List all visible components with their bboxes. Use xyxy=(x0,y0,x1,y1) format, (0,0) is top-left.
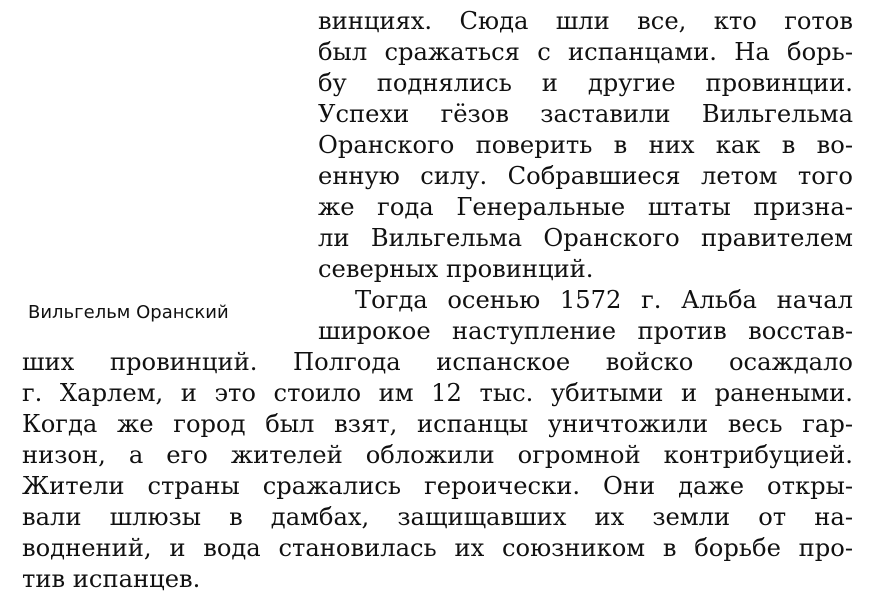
text-line-1: винциях. Сюда шли все, кто готов xyxy=(318,7,853,35)
text-line-18: воднений, и вода становилась их союзником в борьбе про- xyxy=(22,534,853,562)
text-line-9: северных провинций. xyxy=(318,255,594,283)
text-line-19: тив испанцев. xyxy=(22,565,201,593)
text-line-8: ли Вильгельма Оранского правителем xyxy=(318,224,853,252)
text-line-7: же года Генеральные штаты призна- xyxy=(318,193,853,221)
text-line-16: Жители страны сражались героически. Они даже откры- xyxy=(22,472,853,500)
text-line-6: енную силу. Собравшиеся летом того xyxy=(318,162,853,190)
text-line-3: бу поднялись и другие провинции. xyxy=(318,69,853,97)
text-line-17: вали шлюзы в дамбах, защищавших их земли от на- xyxy=(22,503,853,531)
text-line-14: Когда же город был взят, испанцы уничтожили весь гар- xyxy=(22,410,853,438)
text-line-11: широкое наступление против восстав- xyxy=(318,317,853,345)
text-line-12: ших провинций. Полгода испанское войско осаждало xyxy=(22,348,853,376)
text-line-15: низон, а его жителей обложили огромной контрибуцией. xyxy=(22,441,853,469)
image-caption: Вильгельм Оранский xyxy=(28,302,229,323)
text-line-13: г. Харлем, и это стоило им 12 тыс. убитыми и ранеными. xyxy=(22,379,853,407)
paragraph-start-line: Тогда осенью 1572 г. Альба начал xyxy=(355,286,853,314)
text-line-5: Оранского поверить в них как в во- xyxy=(318,131,853,159)
text-line-4: Успехи гёзов заставили Вильгельма xyxy=(318,100,853,128)
text-line-2: был сражаться с испанцами. На борь- xyxy=(318,38,853,66)
